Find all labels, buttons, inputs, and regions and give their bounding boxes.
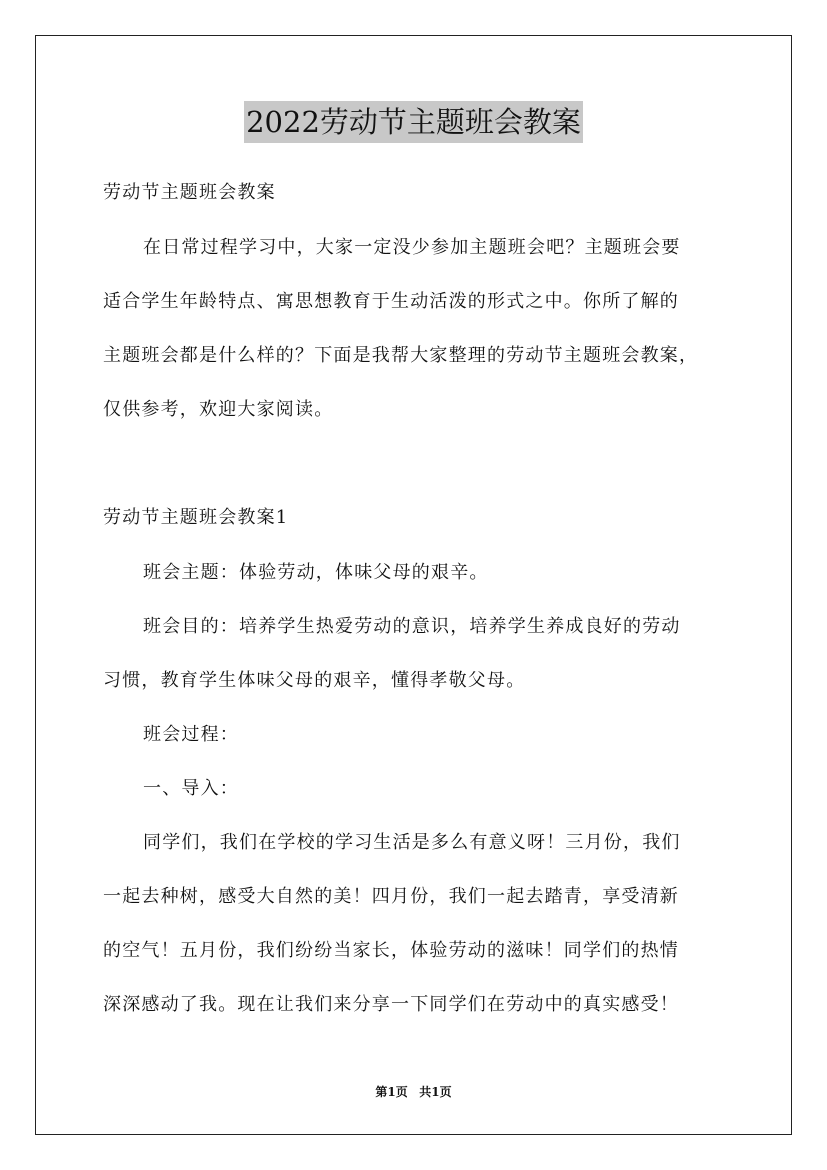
paragraph-line: 深深感动了我。现在让我们来分享一下同学们在劳动中的真实感受！ bbox=[103, 994, 679, 1015]
paragraph-line: 主题班会都是什么样的？下面是我帮大家整理的劳动节主题班会教案， bbox=[103, 345, 699, 366]
paragraph-line: 同学们，我们在学校的学习生活是多么有意义呀！三月份，我们 bbox=[143, 832, 681, 853]
title-container bbox=[0, 101, 827, 143]
section-heading: 劳动节主题班会教案1 bbox=[103, 507, 289, 528]
document-title: 2022劳动节主题班会教案 bbox=[244, 101, 583, 143]
paragraph-line: 在日常过程学习中，大家一定没少参加主题班会吧？主题班会要 bbox=[143, 237, 681, 258]
section-heading: 劳动节主题班会教案 bbox=[103, 182, 276, 203]
paragraph-line: 习惯，教育学生体味父母的艰辛，懂得孝敬父母。 bbox=[103, 670, 526, 691]
paragraph-line: 班会主题：体验劳动，体味父母的艰辛。 bbox=[143, 562, 489, 583]
page-footer bbox=[0, 1084, 827, 1100]
page-total: 共1页 bbox=[419, 1085, 452, 1099]
paragraph-line: 适合学生年龄特点、寓思想教育于生动活泼的形式之中。你所了解的 bbox=[103, 291, 679, 312]
page-number: 第1页 bbox=[375, 1085, 408, 1099]
paragraph-line: 的空气！五月份，我们纷纷当家长，体验劳动的滋味！同学们的热情 bbox=[103, 940, 679, 961]
paragraph-line: 仅供参考，欢迎大家阅读。 bbox=[103, 399, 334, 420]
paragraph-line: 班会过程： bbox=[143, 724, 239, 745]
paragraph-line: 一、导入： bbox=[143, 778, 239, 799]
paragraph-line: 班会目的：培养学生热爱劳动的意识，培养学生养成良好的劳动 bbox=[143, 616, 681, 637]
paragraph-line: 一起去种树，感受大自然的美！四月份，我们一起去踏青，享受清新 bbox=[103, 886, 679, 907]
